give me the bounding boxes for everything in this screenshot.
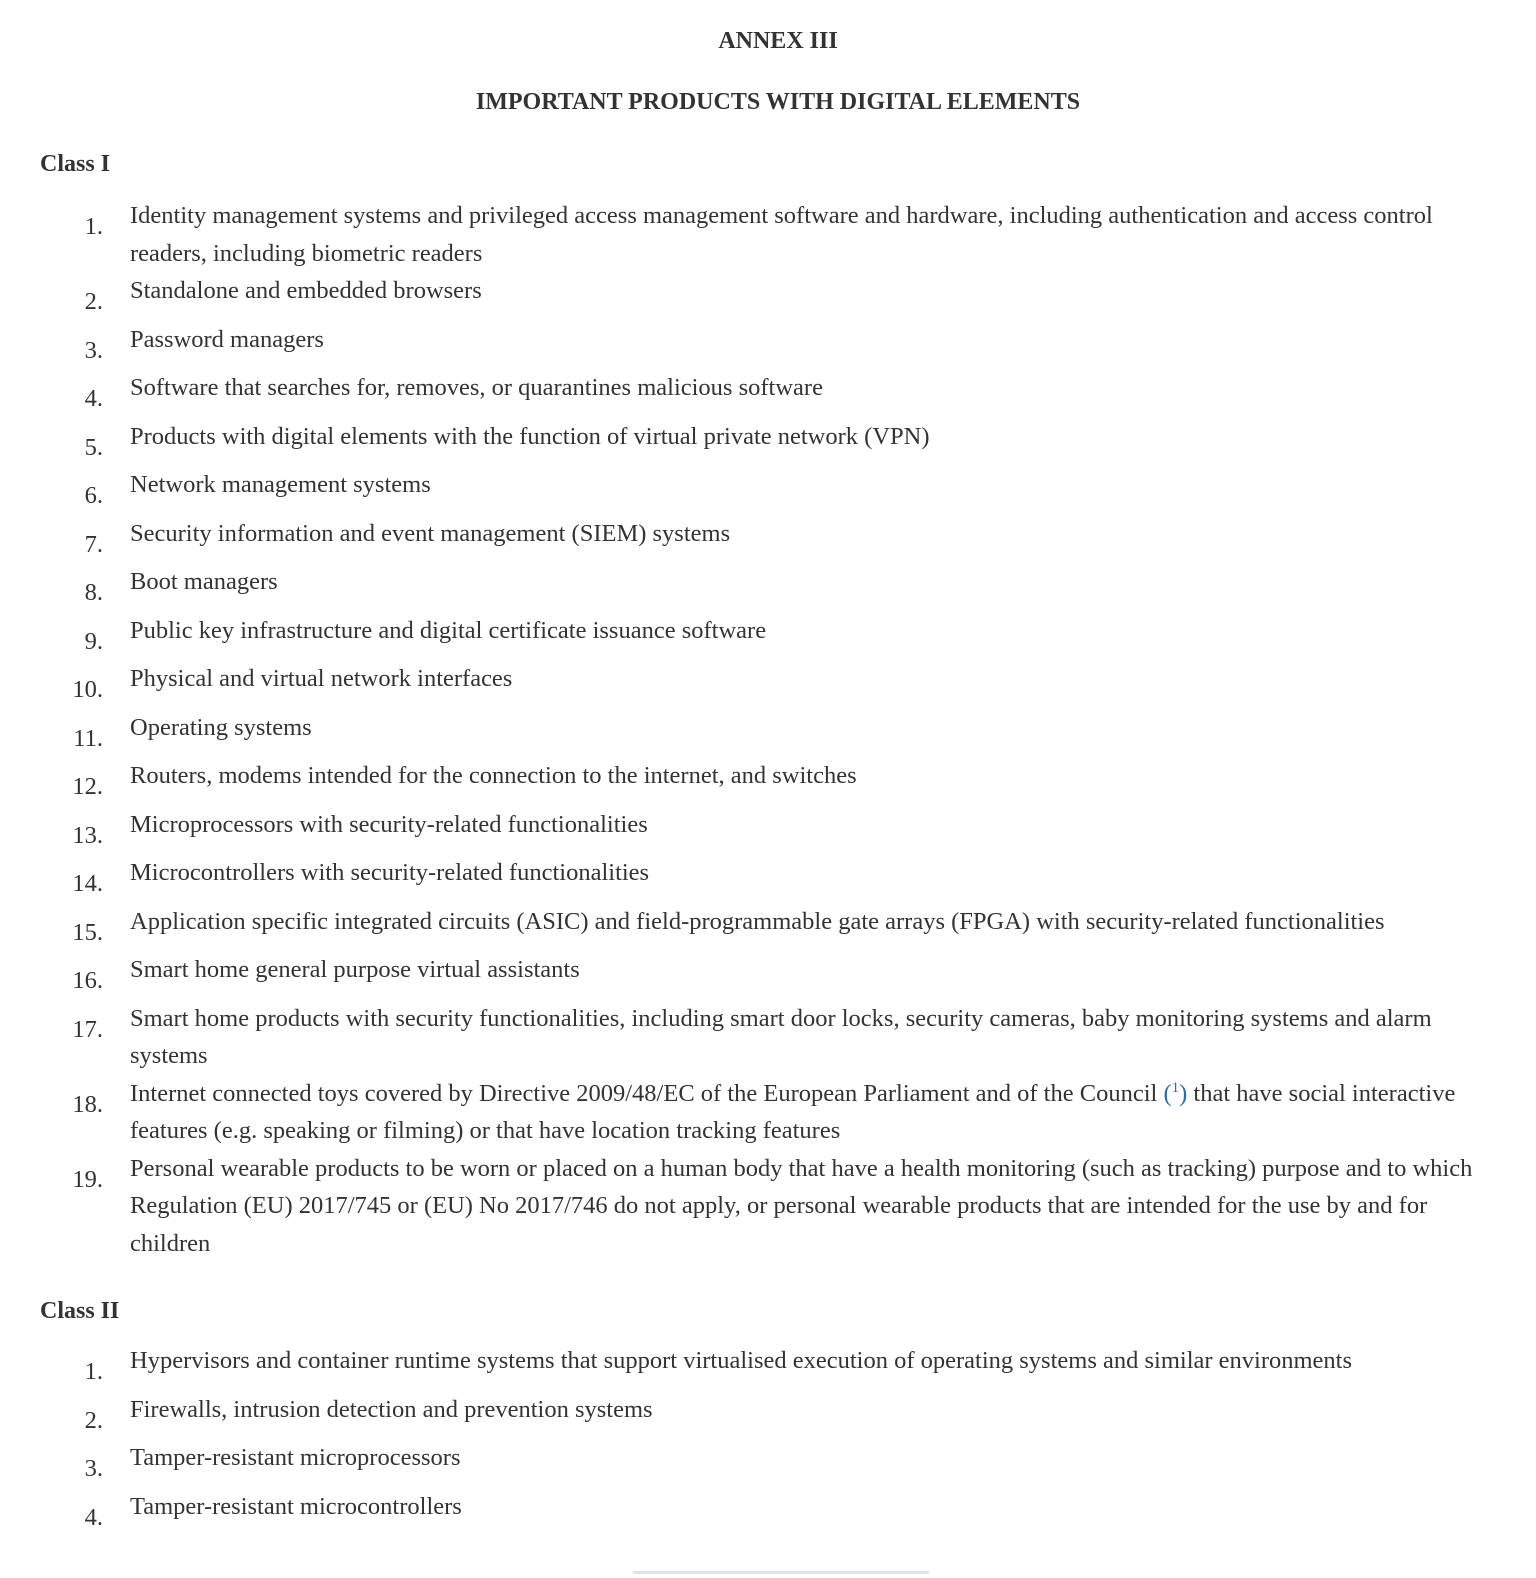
item-number: 4.: [84, 1503, 103, 1531]
item-number: 1.: [84, 1358, 103, 1385]
item-number: 11.: [73, 724, 103, 752]
list-item: [40, 1150, 1516, 1263]
item-number: 1.: [84, 213, 103, 240]
list-item: [40, 1000, 1516, 1075]
item-text: Smart home products with security functionalities, including smart door locks, security cameras, baby monitoring systems and alarm systems: [130, 1004, 1432, 1069]
item-text: Microprocessors with security-related functionalities: [130, 810, 648, 838]
item-text: Boot managers: [130, 568, 278, 595]
list-item: [40, 709, 1516, 758]
list-item: [40, 1439, 1516, 1488]
item-text: Smart home general purpose virtual assistants: [130, 956, 580, 983]
item-text: Application specific integrated circuits (ASIC) and field-programmable gate arrays (FPGA) with security-related functionalities: [130, 907, 1385, 935]
item-number: 10.: [72, 676, 103, 703]
list-item: [40, 466, 1516, 515]
item-text-after: that have social interactive features (e.g. speaking or filming) or that have location tracking features: [130, 1079, 1456, 1144]
list-item: [40, 197, 1516, 272]
item-number: 2.: [84, 1406, 103, 1434]
item-text: Microcontrollers with security-related functionalities: [130, 859, 650, 886]
footnote-open: (: [1163, 1079, 1172, 1107]
item-number: 12.: [72, 773, 103, 800]
bottom-divider: [633, 1571, 929, 1574]
list-item: [40, 272, 1516, 321]
class-1-list: [40, 197, 1516, 1262]
class-2-list: [40, 1342, 1516, 1536]
item-number: 5.: [84, 433, 103, 461]
list-item: [40, 1488, 1516, 1537]
item-number: 15.: [72, 918, 103, 946]
item-text: Operating systems: [130, 713, 312, 741]
item-number: 4.: [84, 385, 103, 412]
item-text: Network management systems: [130, 471, 431, 498]
list-item: [40, 1342, 1516, 1391]
list-item: [40, 757, 1516, 806]
item-number: 17.: [72, 1015, 103, 1043]
class-1-heading: Class I: [40, 151, 111, 177]
annex-title: ANNEX III: [718, 28, 838, 54]
item-text: Tamper-resistant microprocessors: [130, 1444, 461, 1471]
item-number: 13.: [72, 821, 103, 849]
item-text: Security information and event management (SIEM) systems: [130, 519, 731, 547]
list-item: [40, 612, 1516, 661]
list-item: [40, 321, 1516, 370]
item-text: Personal wearable products to be worn or placed on a human body that have a health monitoring (such as tracking) purpose and to which Regulation (EU) 2017/745 or (EU) No 2017/746 do not apply, or personal wearable products that are intended for the use by and for children: [130, 1154, 1473, 1257]
annex-subtitle: IMPORTANT PRODUCTS WITH DIGITAL ELEMENTS: [475, 89, 1081, 115]
list-item: [40, 660, 1516, 709]
list-item: [40, 854, 1516, 903]
list-item: [40, 418, 1516, 467]
footnote-close: ): [1179, 1079, 1188, 1107]
item-number: 3.: [84, 1455, 103, 1482]
item-number: 8.: [84, 579, 103, 606]
list-item: [40, 903, 1516, 952]
item-text: Firewalls, intrusion detection and prevention systems: [130, 1395, 653, 1423]
item-text: Routers, modems intended for the connection to the internet, and switches: [130, 762, 857, 789]
item-number: 16.: [72, 967, 103, 994]
item-number: 18.: [72, 1090, 103, 1118]
item-number: 2.: [84, 288, 103, 315]
list-item: [40, 806, 1516, 855]
item-number: 3.: [84, 336, 103, 364]
item-number: 9.: [84, 627, 103, 655]
item-number: 19.: [72, 1165, 103, 1193]
item-text: Software that searches for, removes, or quarantines malicious software: [130, 374, 823, 401]
list-item: [40, 1075, 1516, 1150]
item-text: Password managers: [130, 325, 324, 353]
footnote-link[interactable]: [1163, 1080, 1187, 1107]
item-text: Tamper-resistant microcontrollers: [130, 1492, 462, 1520]
item-number: 6.: [84, 482, 103, 509]
list-item: [40, 515, 1516, 564]
item-text: [130, 1075, 1495, 1150]
footnote-number: 1: [1171, 1079, 1180, 1096]
item-text: Standalone and embedded browsers: [130, 277, 482, 304]
list-item: [40, 951, 1516, 1000]
list-item: [40, 1391, 1516, 1440]
class-2-heading: Class II: [40, 1298, 120, 1324]
item-text: Products with digital elements with the function of virtual private network (VPN): [130, 422, 930, 450]
item-text: Physical and virtual network interfaces: [130, 665, 513, 692]
item-text: Identity management systems and privileged access management software and hardware, including authentication and access control readers, including biometric readers: [130, 202, 1433, 267]
item-text: Public key infrastructure and digital certificate issuance software: [130, 616, 767, 644]
item-number: 7.: [84, 530, 103, 558]
item-text-before: Internet connected toys covered by Directive 2009/48/EC of the European Parliament and of the Council: [130, 1079, 1164, 1107]
item-number: 14.: [72, 870, 103, 897]
list-item: [40, 369, 1516, 418]
list-item: [40, 563, 1516, 612]
item-text: Hypervisors and container runtime systems that support virtualised execution of operating systems and similar environments: [130, 1347, 1353, 1374]
